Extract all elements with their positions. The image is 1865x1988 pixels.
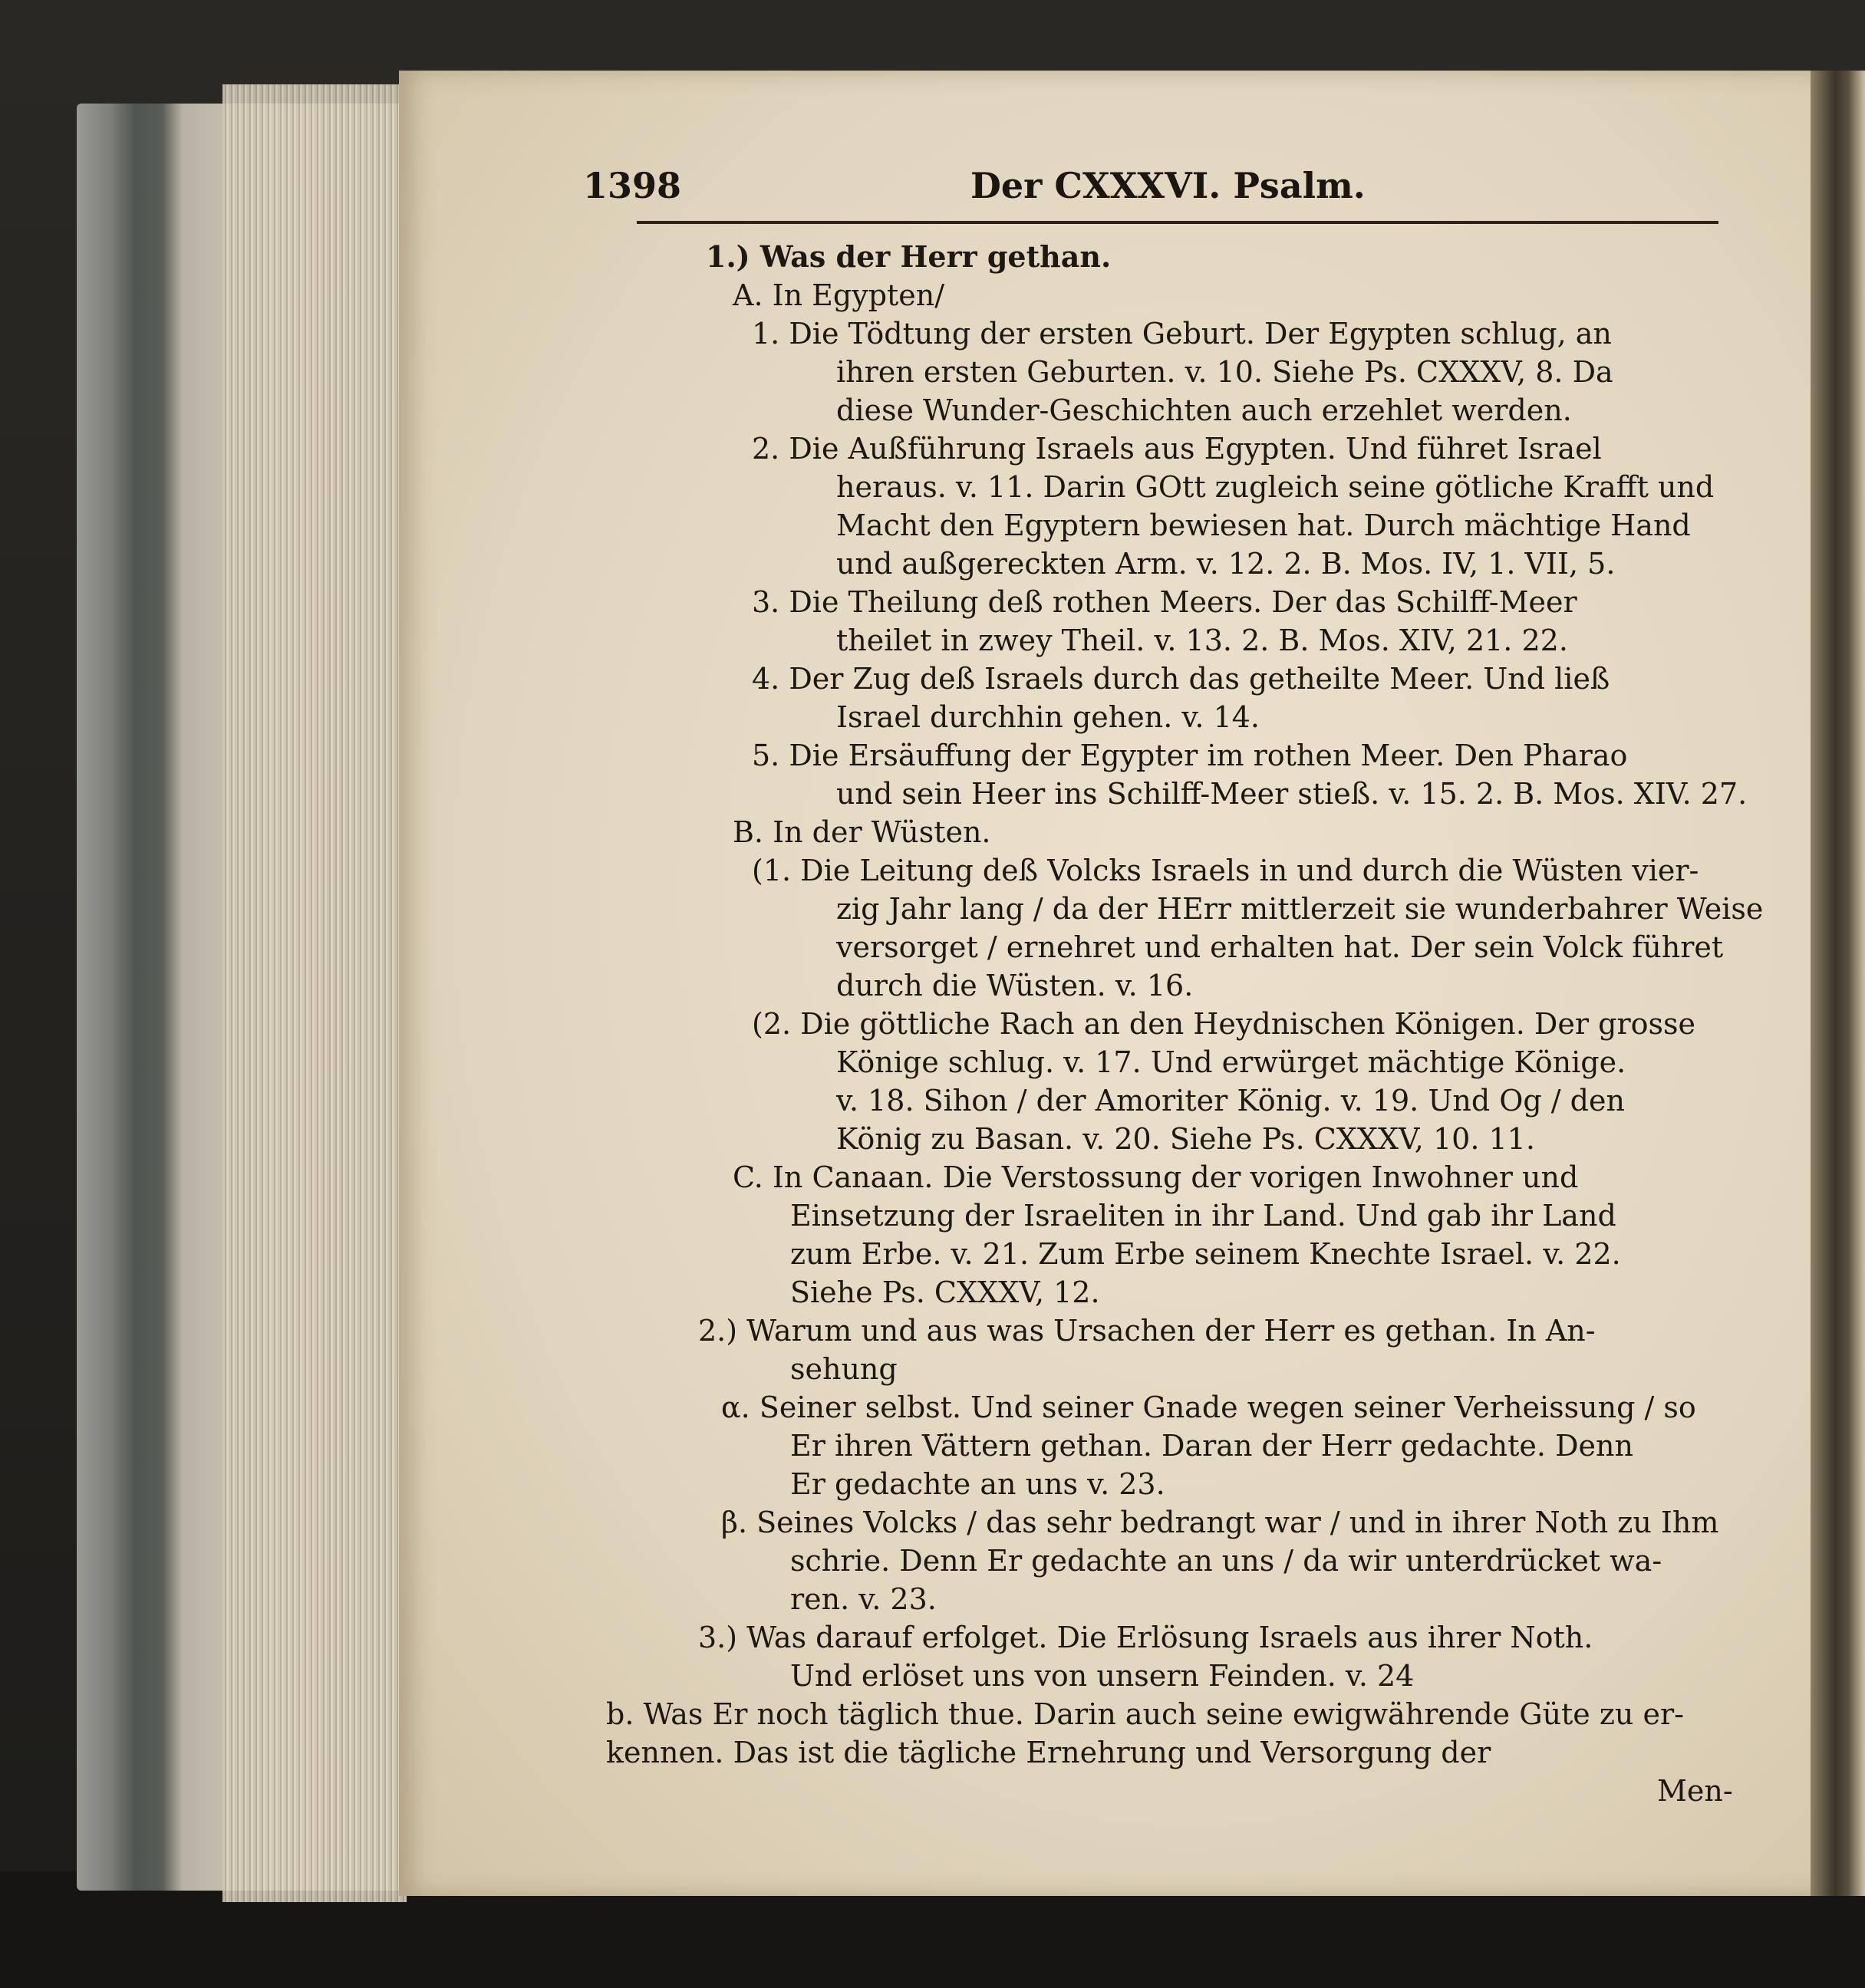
text-line: versorget / ernehret und erhalten hat. Der sein Volck führet bbox=[836, 930, 1724, 964]
text-line: 5. Die Ersäuffung der Egypter im rothen Meer. Den Pharao bbox=[752, 739, 1628, 772]
page-header bbox=[583, 150, 1718, 211]
text-line: b. Was Er noch täglich thue. Darin auch seine ewigwährende Güte zu er- bbox=[606, 1697, 1684, 1731]
text-line: C. In Canaan. Die Verstossung der vorigen Inwohner und bbox=[733, 1160, 1579, 1194]
book-gutter bbox=[1811, 71, 1865, 1896]
text-line: und außgereckten Arm. v. 12. 2. B. Mos. IV, 1. VII, 5. bbox=[836, 547, 1616, 581]
text-line: Er gedachte an uns v. 23. bbox=[790, 1467, 1165, 1501]
text-line: kennen. Das ist die tägliche Ernehrung und Versorgung der bbox=[606, 1736, 1491, 1769]
text-line: α. Seiner selbst. Und seiner Gnade wegen seiner Verheissung / so bbox=[721, 1391, 1696, 1424]
text-line: durch die Wüsten. v. 16. bbox=[836, 969, 1194, 1002]
text-line: 2. Die Außführung Israels aus Egypten. Und führet Israel bbox=[752, 432, 1602, 466]
text-line: schrie. Denn Er gedachte an uns / da wir unterdrücket wa- bbox=[790, 1544, 1662, 1578]
text-line: (2. Die göttliche Rach an den Heydnischen Königen. Der grosse bbox=[752, 1007, 1695, 1041]
text-line: 1.) Was der Herr gethan. bbox=[706, 239, 1112, 274]
text-line: Er ihren Vättern gethan. Daran der Herr gedachte. Denn bbox=[790, 1429, 1633, 1463]
text-line: ren. v. 23. bbox=[790, 1582, 937, 1616]
text-line: 1. Die Tödtung der ersten Geburt. Der Egypten schlug, an bbox=[752, 317, 1612, 351]
text-line: 3. Die Theilung deß rothen Meers. Der das Schilff-Meer bbox=[752, 585, 1577, 619]
text-line: A. In Egypten/ bbox=[733, 278, 945, 312]
text-line: 3.) Was darauf erfolget. Die Erlösung Israels aus ihrer Noth. bbox=[698, 1621, 1593, 1654]
text-line: (1. Die Leitung deß Volcks Israels in und durch die Wüsten vier- bbox=[752, 854, 1699, 887]
page-edges bbox=[222, 84, 407, 1902]
running-title: Der CXXXVI. Psalm. bbox=[970, 165, 1366, 206]
catchword: Men- bbox=[1657, 1774, 1733, 1808]
text-line: 4. Der Zug deß Israels durch das getheilte Meer. Und ließ bbox=[752, 662, 1610, 696]
page-number: 1398 bbox=[583, 165, 682, 206]
text-line: sehung bbox=[790, 1352, 898, 1386]
text-line: diese Wunder-Geschichten auch erzehlet werden. bbox=[836, 393, 1572, 427]
text-line: Und erlöset uns von unsern Feinden. v. 24 bbox=[790, 1659, 1415, 1693]
text-line: König zu Basan. v. 20. Siehe Ps. CXXXV, 10. 11. bbox=[836, 1122, 1535, 1156]
text-line: Einsetzung der Israeliten in ihr Land. Und gab ihr Land bbox=[790, 1199, 1616, 1233]
text-line: und sein Heer ins Schilff-Meer stieß. v. 15. 2. B. Mos. XIV. 27. bbox=[836, 777, 1748, 811]
text-line: heraus. v. 11. Darin GOtt zugleich seine götliche Krafft und bbox=[836, 470, 1715, 504]
text-line: zum Erbe. v. 21. Zum Erbe seinem Knechte Israel. v. 22. bbox=[790, 1237, 1621, 1271]
text-line: zig Jahr lang / da der HErr mittlerzeit sie wunderbahrer Weise bbox=[836, 892, 1764, 926]
text-line: Könige schlug. v. 17. Und erwürget mächtige Könige. bbox=[836, 1045, 1626, 1079]
text-line: theilet in zwey Theil. v. 13. 2. B. Mos. XIV, 21. 22. bbox=[836, 624, 1568, 657]
text-line: Macht den Egyptern bewiesen hat. Durch mächtige Hand bbox=[836, 509, 1691, 542]
text-line: Siehe Ps. CXXXV, 12. bbox=[790, 1275, 1100, 1309]
header-rule bbox=[637, 221, 1718, 224]
text-line: v. 18. Sihon / der Amoriter König. v. 19. Und Og / den bbox=[836, 1084, 1625, 1117]
text-line: B. In der Wüsten. bbox=[733, 815, 991, 849]
text-line: 2.) Warum und aus was Ursachen der Herr es gethan. In An- bbox=[698, 1314, 1596, 1348]
text-line: Israel durchhin gehen. v. 14. bbox=[836, 700, 1260, 734]
text-line: ihren ersten Geburten. v. 10. Siehe Ps. CXXXV, 8. Da bbox=[836, 355, 1613, 389]
text-line: β. Seines Volcks / das sehr bedrangt war / und in ihrer Noth zu Ihm bbox=[721, 1506, 1719, 1539]
